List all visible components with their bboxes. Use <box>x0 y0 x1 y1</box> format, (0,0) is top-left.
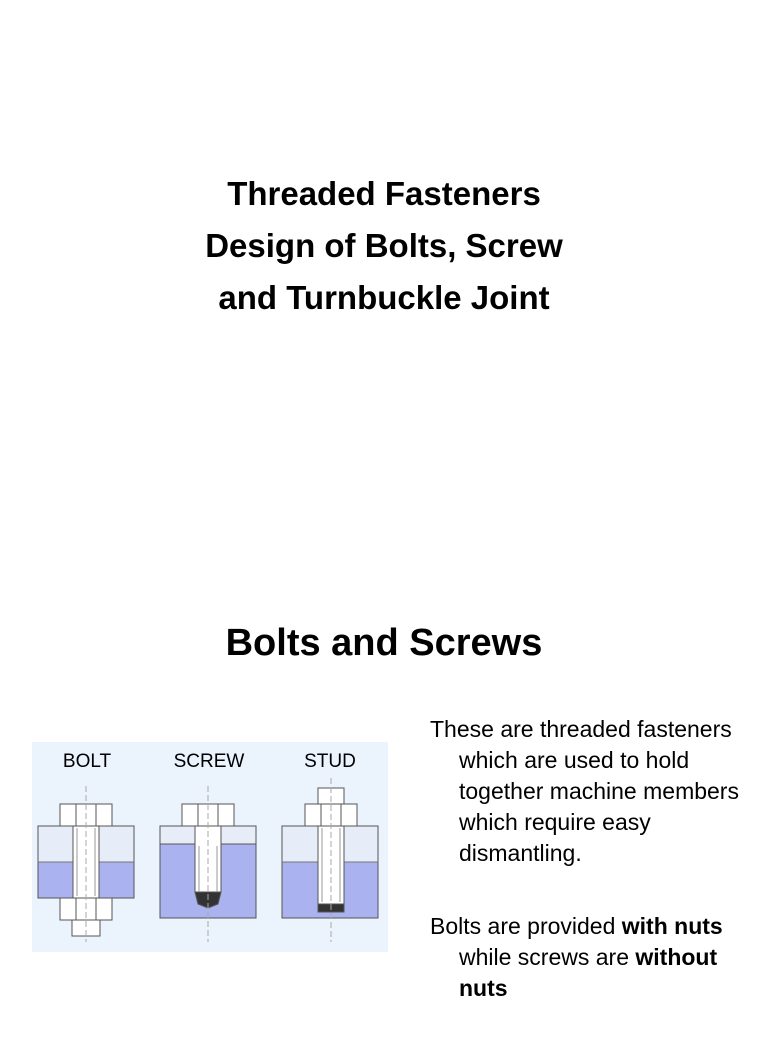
paragraph-2-text-2: while screws are <box>459 944 636 970</box>
paragraph-1: These are threaded fasteners which are used to hold together machine members which require easy dismantling. <box>430 716 739 866</box>
bolt-diagram <box>38 786 134 942</box>
screw-diagram <box>160 786 256 942</box>
paragraph-2-text-1: Bolts are provided <box>430 913 622 939</box>
paragraph-2-bold-1: with nuts <box>621 913 723 939</box>
screw-label: SCREW <box>173 751 245 772</box>
fastener-figure <box>32 742 388 952</box>
title-line-1: Threaded Fasteners <box>227 175 541 212</box>
paragraph-2-bold-2: without nuts <box>459 944 718 1001</box>
section-title: Bolts and Screws <box>225 622 543 664</box>
slide-title <box>0 168 768 324</box>
title-line-3: and Turnbuckle Joint <box>218 279 550 316</box>
bolt-label: BOLT <box>62 751 112 772</box>
stud-diagram <box>282 778 378 942</box>
title-line-2: Design of Bolts, Screw <box>205 227 563 264</box>
content-slide <box>0 576 768 1024</box>
paragraph-2 <box>430 911 750 1004</box>
fastener-diagram <box>32 742 388 952</box>
stud-label: STUD <box>304 751 356 772</box>
slide-body <box>430 714 750 1046</box>
